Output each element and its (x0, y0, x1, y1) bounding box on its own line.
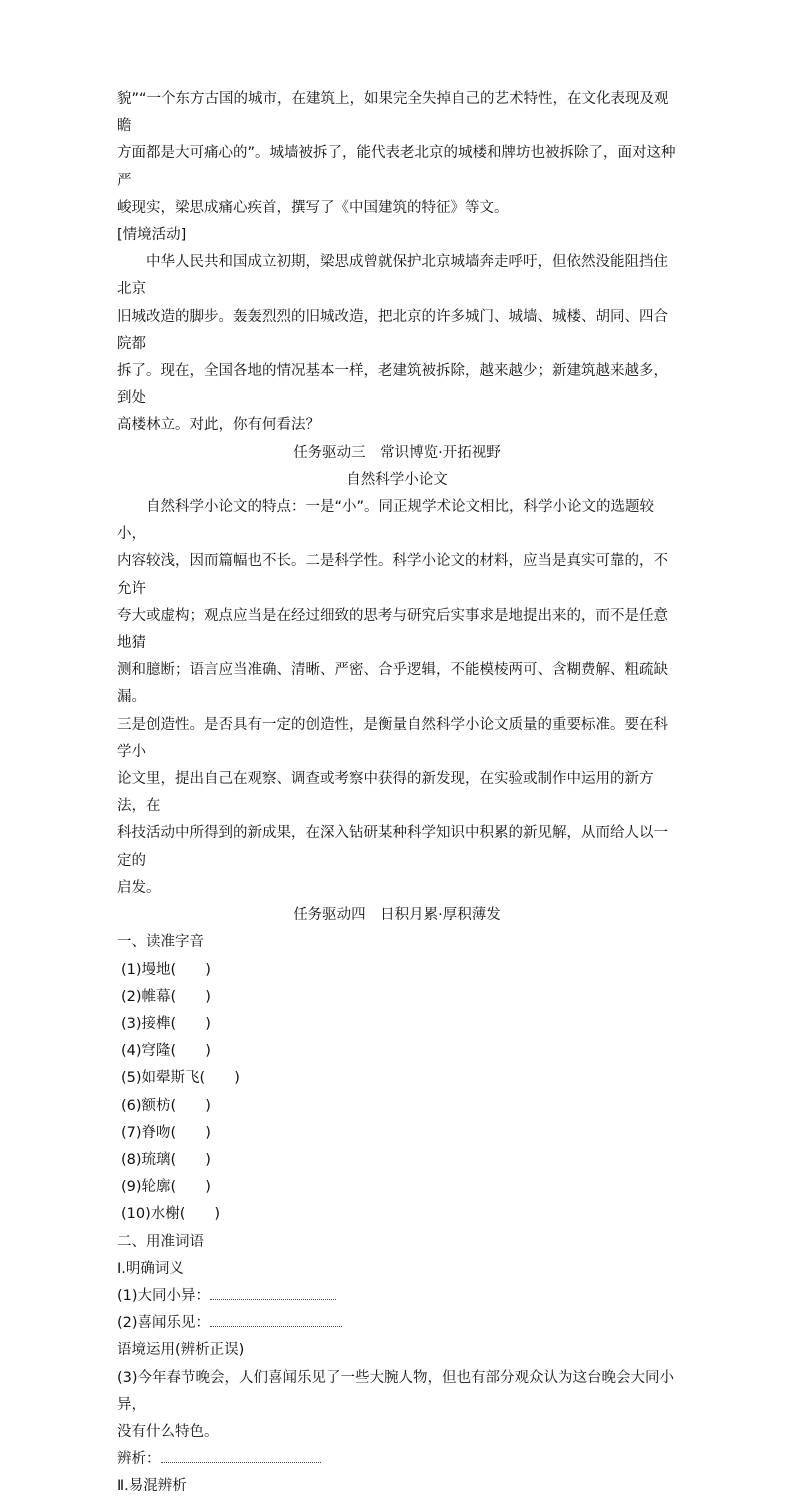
task3-line: 论文里，提出自己在观察、调查或考察中获得的新发现，在实验或制作中运用的新方法，在 (117, 771, 654, 815)
intro-line: 貌”“一个东方古国的城市，在建筑上，如果完全失掉自己的艺术特性，在文化表现及观瞻 (117, 91, 669, 135)
analysis-label: 辨析： (117, 1451, 161, 1468)
activity-line: 旧城改造的脚步。轰轰烈烈的旧城改造，把北京的许多城门、城墙、城楼、胡同、四合院都 (117, 308, 668, 352)
context-heading: 语境运用(辨析正误) (117, 1342, 245, 1359)
subsection-heading: Ⅱ.易混辨析 (117, 1478, 187, 1495)
task3-line: 三是创造性。是否具有一定的创造性，是衡量自然科学小论文质量的重要标准。要在科学小 (117, 716, 668, 760)
question-label: (2)喜闻乐见： (117, 1315, 211, 1332)
pronunciation-item: (1)墁地( ) (121, 961, 211, 978)
activity-line: 中华人民共和国成立初期，梁思成曾就保护北京城墙奔走呼吁，但依然没能阻挡住北京 (117, 254, 668, 298)
question-label: (1)大同小异： (117, 1287, 211, 1304)
activity-line: 高楼林立。对此，你有何看法？ (117, 417, 320, 434)
pronunciation-list (117, 957, 677, 1229)
section-heading: 二、用准词语 (117, 1233, 204, 1250)
pronunciation-item: (5)如翚斯飞( ) (121, 1070, 240, 1087)
answer-blank[interactable] (210, 1312, 342, 1327)
pronunciation-item: (6)额枋( ) (121, 1097, 211, 1114)
pronunciation-item: (10)水榭( ) (121, 1206, 221, 1223)
task4-title: 任务驱动四 日积月累·厚积薄发 (293, 907, 501, 924)
question-line: 没有什么特色。 (117, 1423, 219, 1440)
task3-line: 夸大或虚构；观点应当是在经过细致的思考与研究后实事求是地提出来的，而不是任意地猜 (117, 607, 668, 652)
task3-subtitle: 自然科学小论文 (346, 471, 448, 488)
task3-line: 测和臆断；语言应当准确、清晰、严密、合乎逻辑，不能模棱两可、含糊费解、粗疏缺漏。 (117, 662, 668, 706)
pronunciation-item: (4)穹隆( ) (121, 1043, 211, 1060)
pronunciation-item: (3)接榫( ) (121, 1015, 211, 1032)
question-line: (3)今年春节晚会，人们喜闻乐见了一些大腕人物，但也有部分观众认为这台晚会大同小异， (117, 1369, 675, 1413)
section-heading: 一、读准字音 (117, 934, 204, 951)
activity-line: 拆了。现在，全国各地的情况基本一样，老建筑被拆除，越来越少；新建筑越来越多，到处 (117, 363, 668, 407)
task3-line: 启发。 (117, 879, 161, 896)
intro-line: 方面都是大可痛心的”。城墙被拆了，能代表老北京的城楼和牌坊也被拆除了，面对这种严 (117, 145, 676, 189)
pronunciation-item: (2)帷幕( ) (121, 988, 211, 1005)
answer-blank[interactable] (210, 1285, 336, 1300)
intro-line: 峻现实，梁思成痛心疾首，撰写了《中国建筑的特征》等文。 (117, 199, 509, 216)
question-row (117, 1283, 677, 1310)
answer-blank[interactable] (161, 1448, 321, 1463)
pronunciation-item: (8)琉璃( ) (121, 1151, 211, 1168)
task3-line: 科技活动中所得到的新成果，在深入钻研某种科学知识中积累的新见解，从而给人以一定的 (117, 825, 668, 869)
task3-line: 自然科学小论文的特点：一是“小”。同正规学术论文相比，科学小论文的选题较小， (117, 499, 655, 543)
activity-heading: [情境活动] (117, 227, 187, 244)
task3-title: 任务驱动三 常识博览·开拓视野 (293, 444, 501, 461)
question-row (117, 1310, 677, 1337)
pronunciation-item: (9)轮廓( ) (121, 1179, 211, 1196)
question-row (117, 1446, 677, 1473)
subsection-heading: Ⅰ.明确词义 (117, 1260, 184, 1277)
document-page (117, 86, 677, 1501)
task3-line: 内容较浅，因而篇幅也不长。二是科学性。科学小论文的材料，应当是真实可靠的，不允许 (117, 553, 668, 597)
pronunciation-item: (7)脊吻( ) (121, 1124, 211, 1141)
